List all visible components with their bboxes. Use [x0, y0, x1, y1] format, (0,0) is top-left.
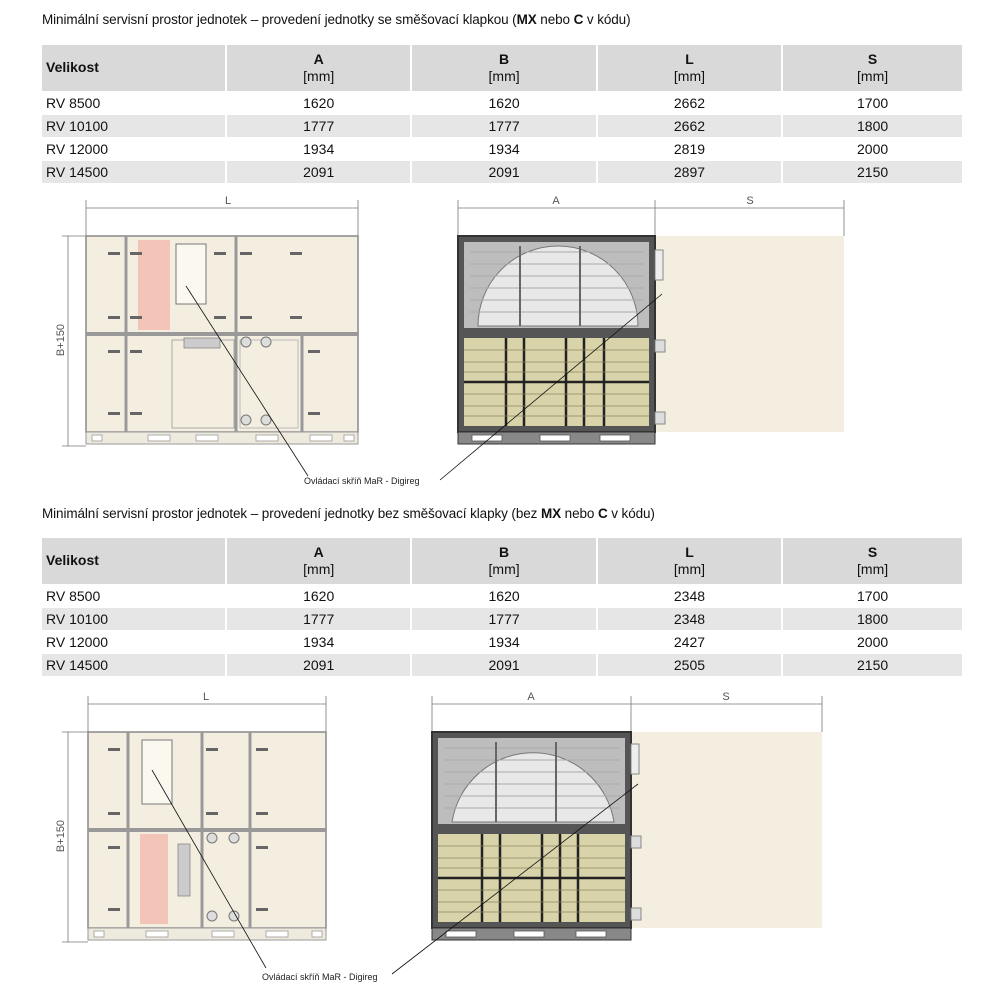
cell-size: RV 10100 [42, 114, 226, 137]
cell-b: 1620 [411, 91, 596, 114]
header-l: L [mm] [597, 45, 782, 91]
cell-a: 1934 [226, 137, 411, 160]
header-s: S [mm] [782, 538, 962, 584]
cell-a: 2091 [226, 160, 411, 183]
cell-s: 2150 [782, 653, 962, 676]
cell-l: 2897 [597, 160, 782, 183]
service-space [631, 732, 822, 928]
cell-s: 1800 [782, 114, 962, 137]
cell-s: 1700 [782, 91, 962, 114]
section-2-title: Minimální servisní prostor jednotek – provedení jednotky bez směšovací klapky (bez MX nebo C v kódu) [42, 506, 655, 521]
service-space [655, 236, 844, 432]
cell-size: RV 8500 [42, 584, 226, 607]
cell-size: RV 14500 [42, 653, 226, 676]
table-row [42, 160, 962, 183]
cell-size: RV 8500 [42, 91, 226, 114]
drawing-1 [0, 190, 1000, 490]
header-b: B [mm] [411, 45, 596, 91]
cell-a: 1777 [226, 114, 411, 137]
dimension-a-s [432, 696, 822, 732]
cell-size: RV 12000 [42, 630, 226, 653]
dimensions-table-2 [42, 538, 962, 676]
table-header-row [42, 45, 962, 91]
cell-s: 2000 [782, 630, 962, 653]
cell-l: 2662 [597, 114, 782, 137]
cell-l: 2819 [597, 137, 782, 160]
cell-s: 1700 [782, 584, 962, 607]
dim-label-b: B+150 [55, 819, 67, 853]
unit-front-view [432, 732, 641, 940]
cell-l: 2348 [597, 607, 782, 630]
table-row [42, 137, 962, 160]
cell-size: RV 12000 [42, 137, 226, 160]
table-row [42, 607, 962, 630]
cell-s: 2000 [782, 137, 962, 160]
dim-label-l: L [202, 691, 210, 703]
dim-label-s: S [746, 195, 754, 207]
table-row [42, 653, 962, 676]
cell-s: 1800 [782, 607, 962, 630]
cell-a: 1777 [226, 607, 411, 630]
header-a: A [mm] [226, 45, 411, 91]
dim-label-a: A [552, 195, 560, 207]
header-size: Velikost [42, 538, 226, 584]
table-row [42, 91, 962, 114]
dim-label-s: S [722, 691, 730, 703]
table-header-row [42, 538, 962, 584]
cell-l: 2662 [597, 91, 782, 114]
cell-b: 2091 [411, 160, 596, 183]
cell-a: 1620 [226, 91, 411, 114]
header-l: L [mm] [597, 538, 782, 584]
header-size: Velikost [42, 45, 226, 91]
drawing-2 [0, 684, 1000, 984]
dim-label-b: B+150 [55, 323, 67, 357]
cell-l: 2427 [597, 630, 782, 653]
cell-s: 2150 [782, 160, 962, 183]
dim-label-l: L [224, 195, 232, 207]
cell-b: 1620 [411, 584, 596, 607]
cell-b: 1934 [411, 630, 596, 653]
dimensions-table-1 [42, 45, 962, 183]
unit-front-view [458, 236, 665, 444]
cell-b: 2091 [411, 653, 596, 676]
cell-a: 1934 [226, 630, 411, 653]
unit-side-view [88, 732, 326, 940]
cell-size: RV 10100 [42, 607, 226, 630]
cell-b: 1777 [411, 114, 596, 137]
section-1-title: Minimální servisní prostor jednotek – provedení jednotky se směšovací klapkou (MX nebo C v kódu) [42, 12, 631, 27]
cell-b: 1777 [411, 607, 596, 630]
dimension-l [86, 200, 358, 236]
header-a: A [mm] [226, 538, 411, 584]
cell-size: RV 14500 [42, 160, 226, 183]
cell-b: 1934 [411, 137, 596, 160]
cell-l: 2505 [597, 653, 782, 676]
dimension-a-s [458, 200, 844, 236]
dim-label-a: A [527, 691, 535, 703]
header-b: B [mm] [411, 538, 596, 584]
control-box-caption: Ovládací skříň MaR - Digireg [304, 476, 420, 486]
cell-l: 2348 [597, 584, 782, 607]
header-s: S [mm] [782, 45, 962, 91]
cell-a: 2091 [226, 653, 411, 676]
table-row [42, 584, 962, 607]
cell-a: 1620 [226, 584, 411, 607]
control-box-caption: Ovládací skříň MaR - Digireg [262, 972, 378, 982]
table-row [42, 114, 962, 137]
unit-side-view [86, 236, 358, 444]
table-row [42, 630, 962, 653]
